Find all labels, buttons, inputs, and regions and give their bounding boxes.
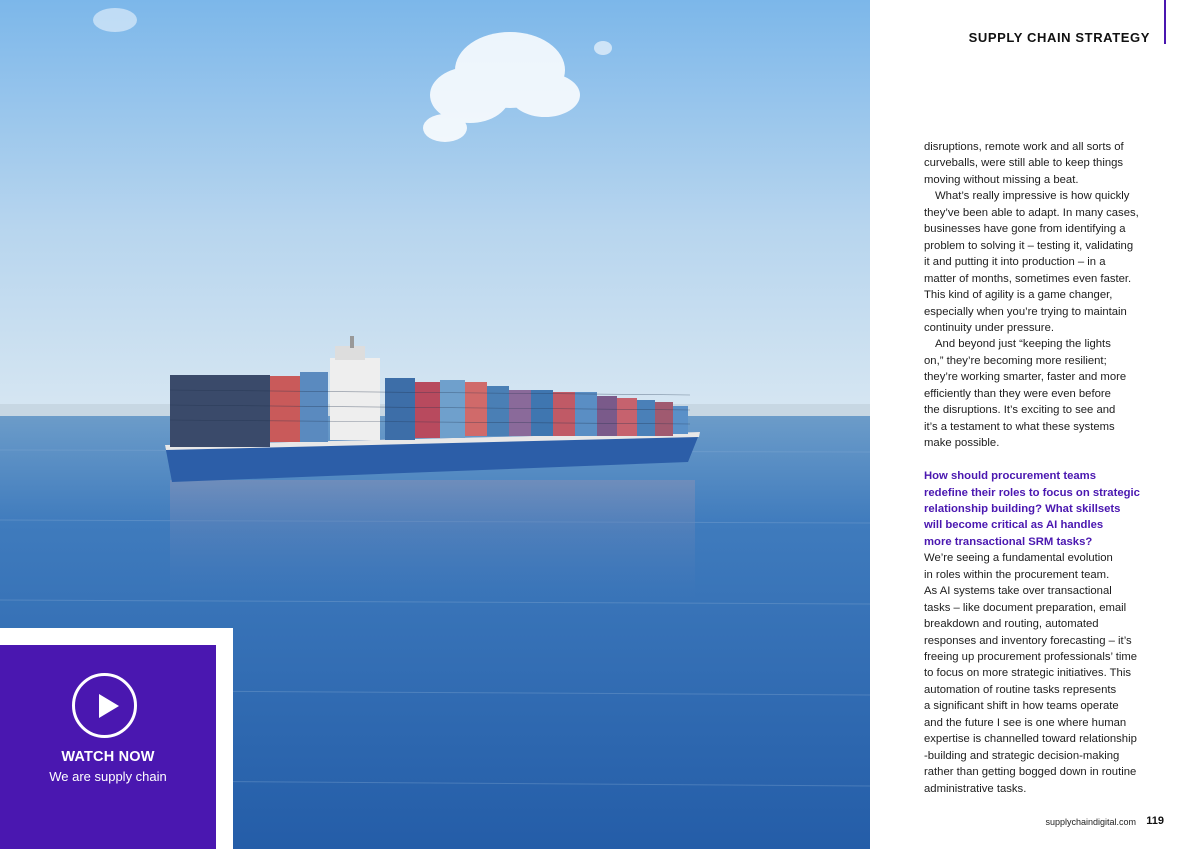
section-label: SUPPLY CHAIN STRATEGY (968, 30, 1150, 45)
article-paragraph-2: What’s really impressive is how quickly they’ve been able to adapt. In many cases, businesses have gone from identifying a problem to solving it – testing it, validating it and putting it into production – in a matter of months, sometimes even faster. This kind of agility is a game changer, especially when you’re trying to maintain continuity under pressure. (924, 190, 1139, 334)
watch-now-card[interactable] (0, 645, 216, 849)
footer-url[interactable]: supplychaindigital.com (1045, 817, 1136, 827)
article-paragraph-1: disruptions, remote work and all sorts of curveballs, were still able to keep things moving without missing a beat. (924, 141, 1124, 186)
section-accent-rule (1164, 0, 1166, 44)
page-number: 119 (1146, 815, 1164, 827)
play-circle-icon[interactable] (72, 673, 137, 738)
article-paragraph-3: And beyond just “keeping the lights on,” they’re becoming more resilient; they’re working smarter, faster and more efficiently than they were even before the disruptions. It’s exciting to see and it’s a testament to what these systems make possible. (924, 338, 1127, 450)
article-paragraph-4: We’re seeing a fundamental evolution in roles within the procurement team. As AI systems take over transactional tasks – like document preparation, email breakdown and routing, automated responses and inventory forecasting – it’s freeing up procurement professionals’ time to focus on more strategic initiatives. This automation of routine tasks represents a significant shift in how teams operate and the future I see is one where human expertise is channelled toward relationship -building and strategic decision-making rather than getting bogged down in routine administrative tasks. (924, 552, 1138, 795)
watch-now-subtitle: We are supply chain (49, 769, 167, 784)
play-triangle-icon (99, 694, 119, 718)
interview-question: How should procurement teams redefine their roles to focus on strategic relationship building? What skillsets will become critical as AI handles more transactional SRM tasks? (924, 470, 1140, 548)
article-column (924, 139, 1170, 797)
watch-now-title: WATCH NOW (61, 749, 155, 765)
